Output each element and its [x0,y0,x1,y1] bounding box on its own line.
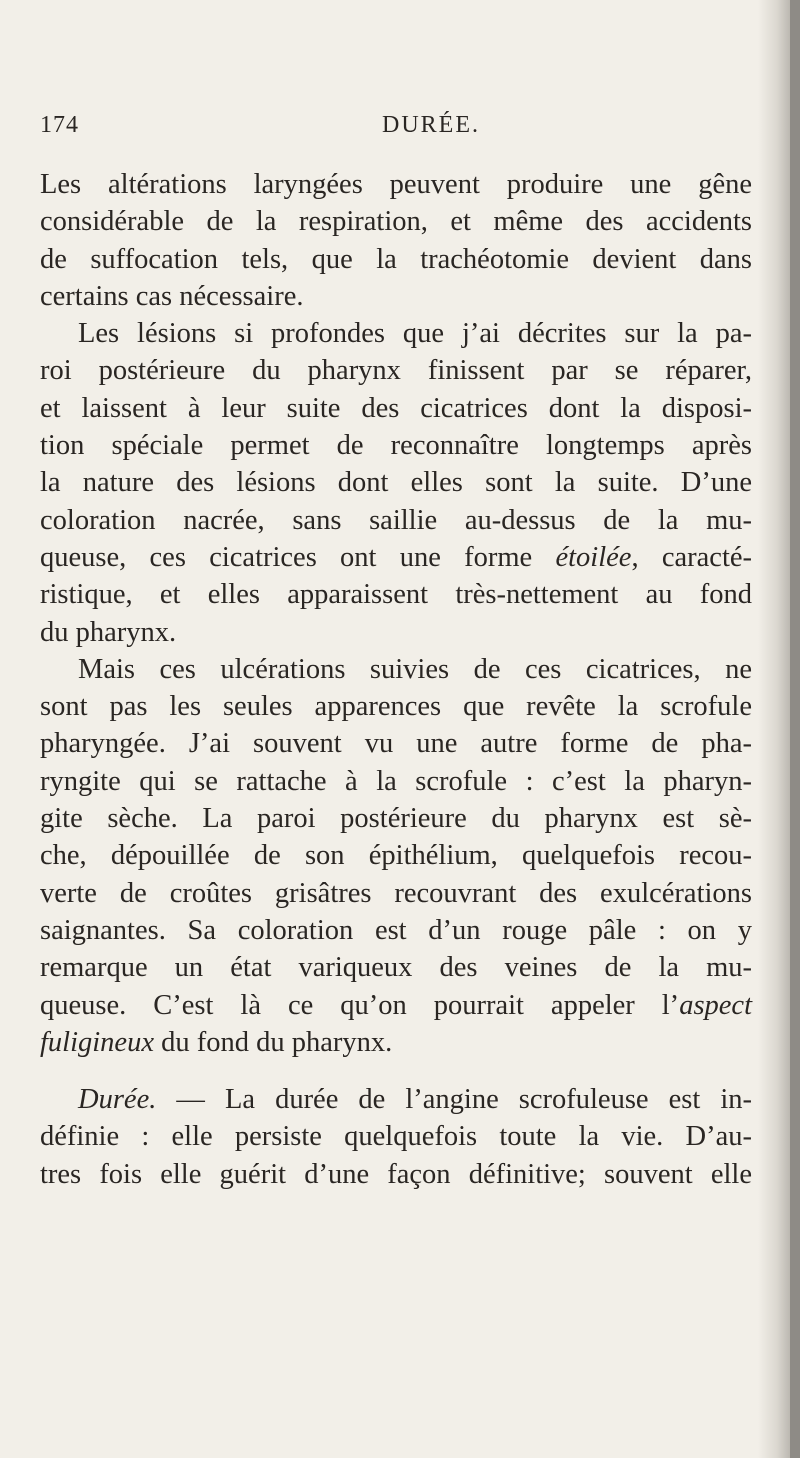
italic-term: aspect [679,989,752,1021]
text-line: de suffocation tels, que la trachéotomie devient dans [40,243,752,275]
text-line: Les altérations laryngées peuvent produire une gêne [40,169,752,200]
text-line [40,539,752,576]
paragraph-lesions [40,315,752,651]
text-line: du pharynx. [40,616,177,648]
page-edge [790,0,800,1458]
page-header [40,112,750,152]
text-line: ryngite qui se rattache à la scrofule : c’est la pharyn- [40,765,752,797]
page-number: 174 [40,112,79,138]
text-line: Mais ces ulcérations suivies de ces cicatrices, ne [78,653,752,685]
paragraph-duration [40,1081,752,1193]
text-run: du fond du pharynx. [153,1026,393,1058]
text-line: saignantes. Sa coloration est d’un rouge pâle : on y [40,914,752,946]
text-run: queuse. C’est là ce qu’on pourrait appeler l’ [40,989,680,1021]
text-run: , caracté- [631,541,752,573]
text-line: remarque un état variqueux des veines de la mu- [40,952,752,984]
text-line: roi postérieure du pharynx finissent par se réparer, [40,355,752,387]
section-gap [40,1061,752,1081]
text-line: tres fois elle guérit d’une façon définitive; souvent elle [40,1158,752,1190]
text-line [40,1024,752,1061]
text-line: la nature des lésions dont elles sont la suite. D’une [40,467,752,499]
text-line: Les lésions si profondes que j’ai décrites sur la pa- [78,318,752,350]
text-line: certains cas nécessaire. [40,280,304,312]
text-line: sont pas les seules apparences que revête la scrofule [40,691,752,723]
text-line: gite sèche. La paroi postérieure du pharynx est sè- [40,803,752,835]
text-run: queuse, ces cicatrices ont une forme [40,541,556,573]
paragraph-pharyngitis [40,651,752,1061]
running-title: DURÉE. [382,112,480,138]
text-line [40,987,752,1024]
paragraph-laryngeal-alterations [40,166,752,315]
section-heading: Durée. [78,1084,157,1116]
text-line: et laissent à leur suite des cicatrices dont la disposi- [40,392,752,424]
text-line: tion spéciale permet de reconnaître longtemps après [40,430,752,462]
body-text [40,166,752,1193]
text-run: — La durée de l’angine scrofuleuse est in- [156,1084,752,1116]
text-line [40,1081,752,1118]
text-line: verte de croûtes grisâtres recouvrant des exulcérations [40,877,752,909]
text-line: coloration nacrée, sans saillie au-dessus de la mu- [40,504,752,536]
text-line: che, dépouillée de son épithélium, quelquefois recou- [40,840,752,872]
italic-term: fuligineux [40,1026,154,1058]
text-line: définie : elle persiste quelquefois toute la vie. D’au- [40,1121,752,1153]
text-line: pharyngée. J’ai souvent vu une autre forme de pha- [40,728,752,760]
italic-term: étoilée [555,541,632,573]
text-line: considérable de la respiration, et même des accidents [40,206,752,238]
text-line: ristique, et elles apparaissent très-nettement au fond [40,579,752,611]
